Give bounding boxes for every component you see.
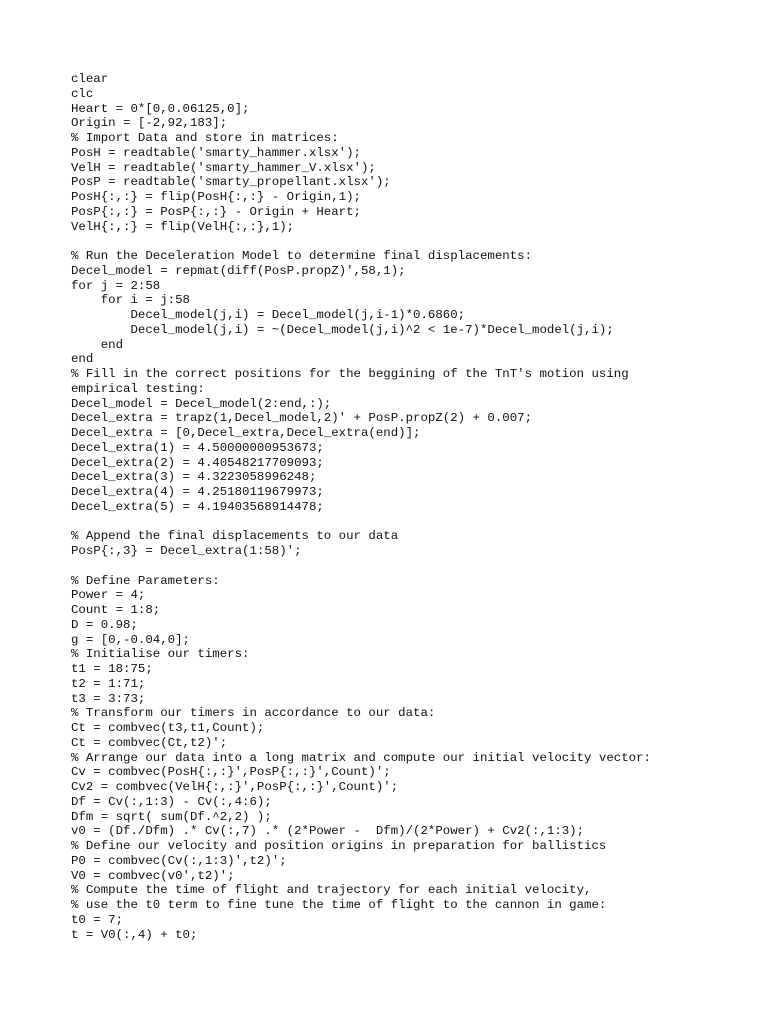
code-line: t3 = 3:73;: [71, 691, 146, 706]
code-line: end: [71, 337, 124, 352]
code-line: Ct = combvec(Ct,t2)';: [71, 735, 228, 750]
code-line: VelH = readtable('smarty_hammer_V.xlsx');: [71, 160, 376, 175]
code-line: Decel_extra = trapz(1,Decel_model,2)' + PosP.propZ(2) + 0.007;: [71, 411, 533, 426]
code-line: V0 = combvec(v0',t2)';: [71, 868, 235, 883]
code-line: D = 0.98;: [71, 617, 138, 632]
code-line: Decel_extra(1) = 4.50000000953673;: [71, 440, 324, 455]
blank-line: [71, 559, 751, 574]
code-line: t0 = 7;: [71, 912, 124, 927]
comment-line: % Define our velocity and position origins in preparation for ballistics: [71, 839, 607, 853]
code-line: Decel_model = repmat(diff(PosP.propZ)',58,1);: [71, 263, 406, 278]
code-line: P0 = combvec(Cv(:,1:3)',t2)';: [71, 853, 287, 868]
blank-line: [71, 515, 751, 530]
code-line: g = [0,-0.04,0];: [71, 632, 190, 647]
code-line: Cv2 = combvec(VelH{:,:}',PosP{:,:}',Count)';: [71, 780, 399, 794]
comment-line: empirical testing:: [71, 381, 205, 396]
code-line: Decel_extra(3) = 4.3223058996248;: [71, 470, 317, 485]
code-line: PosP{:,3} = Decel_extra(1:58)';: [71, 544, 302, 558]
code-line: Decel_extra = [0,Decel_extra,Decel_extra(end)];: [71, 426, 421, 440]
code-line: t = V0(:,4) + t0;: [71, 927, 198, 942]
comment-line: % Transform our timers in accordance to our data:: [71, 706, 436, 721]
comment-line: % Define Parameters:: [71, 573, 220, 588]
code-line: Decel_extra(2) = 4.40548217709093;: [71, 455, 324, 470]
code-line: Power = 4;: [71, 588, 146, 603]
code-line: Heart = 0*[0,0.06125,0];: [71, 101, 250, 116]
comment-line: % Fill in the correct positions for the beggining of the TnT's motion using: [71, 367, 629, 381]
code-line: PosH{:,:} = flip(PosH{:,:} - Origin,1);: [71, 190, 361, 204]
code-line: Df = Cv(:,1:3) - Cv(:,4:6);: [71, 794, 272, 809]
comment-line: % Compute the time of flight and trajectory for each initial velocity,: [71, 883, 592, 898]
comment-line: % Initialise our timers:: [71, 647, 250, 662]
comment-line: % use the t0 term to fine tune the time of flight to the cannon in game:: [71, 898, 607, 912]
code-line: VelH{:,:} = flip(VelH{:,:},1);: [71, 219, 295, 234]
comment-line: % Run the Deceleration Model to determine final displacements:: [71, 249, 533, 263]
code-line: clear: [71, 72, 109, 86]
code-line: Decel_extra(5) = 4.19403568914478;: [71, 499, 324, 514]
comment-line: % Import Data and store in matrices:: [71, 131, 339, 145]
code-listing: [71, 72, 751, 942]
comment-line: % Append the final displacements to our data: [71, 529, 399, 544]
code-line: v0 = (Df./Dfm) .* Cv(:,7) .* (2*Power - Dfm)/(2*Power) + Cv2(:,1:3);: [71, 824, 585, 839]
code-line: PosP = readtable('smarty_propellant.xlsx');: [71, 175, 391, 190]
blank-line: [71, 234, 751, 249]
code-line: t1 = 18:75;: [71, 662, 153, 676]
code-line: Count = 1:8;: [71, 603, 161, 617]
code-line: for i = j:58: [71, 293, 190, 308]
code-line: Decel_extra(4) = 4.25180119679973;: [71, 485, 324, 499]
code-line: Dfm = sqrt( sum(Df.^2,2) );: [71, 809, 272, 824]
code-line: Decel_model(j,i) = ~(Decel_model(j,i)^2 < 1e-7)*Decel_model(j,i);: [71, 322, 614, 337]
code-line: Origin = [-2,92,183];: [71, 116, 228, 131]
comment-line: % Arrange our data into a long matrix and compute our initial velocity vector:: [71, 750, 651, 765]
code-line: Ct = combvec(t3,t1,Count);: [71, 721, 265, 735]
code-line: end: [71, 352, 94, 367]
code-line: Decel_model(j,i) = Decel_model(j,i-1)*0.6860;: [71, 308, 466, 322]
code-line: clc: [71, 86, 94, 101]
code-line: Decel_model = Decel_model(2:end,:);: [71, 396, 332, 411]
code-line: Cv = combvec(PosH{:,:}',PosP{:,:}',Count)';: [71, 765, 391, 780]
code-line: for j = 2:58: [71, 278, 161, 293]
code-line: t2 = 1:71;: [71, 676, 146, 691]
code-line: PosH = readtable('smarty_hammer.xlsx');: [71, 145, 361, 160]
code-line: PosP{:,:} = PosP{:,:} - Origin + Heart;: [71, 204, 361, 219]
